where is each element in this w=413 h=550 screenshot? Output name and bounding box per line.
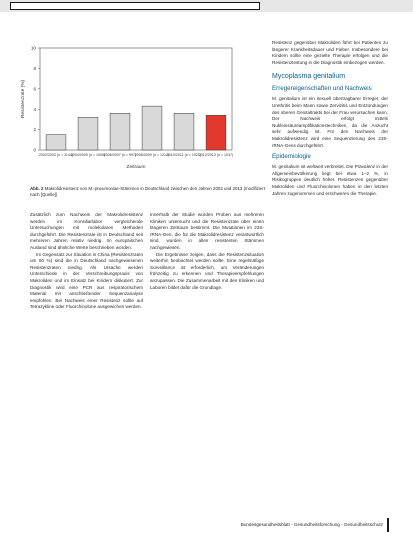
middle-paragraph-1: Innerhalb der Studie wurden Proben aus mehreren Kliniken untersucht und die Resistenzrate über einen längeren Zeitraum bestimmt. Die Mutationen im 23S-rRNA-Gen, die für die Makrolidresistenz verantwortlich sind, wurden in allen resistenten Stämmen nachgewiesen. (150, 212, 264, 250)
page-header-bar (0, 0, 413, 12)
bar (110, 113, 130, 150)
left-column (30, 212, 143, 311)
bar (142, 106, 162, 150)
right-column (272, 40, 388, 197)
bar (46, 135, 66, 150)
right-paragraph-bottom: M. genitalium ist weltweit verbreitet. Die Prävalenz in der Allgemeinbevölkerung liegt bei etwa 1–2 %, in Risikogruppen deutlich höher. Resistenzen gegenüber Makroliden und Fluorchinolonen haben in den letzten Jahren zugenommen und erschweren die Therapie. (272, 164, 388, 196)
caption-label: Abb. 2 (30, 186, 44, 191)
y-tick-label: 0 (33, 147, 36, 153)
bar (206, 115, 226, 150)
figure-caption (30, 186, 270, 198)
y-tick-label: 6 (33, 86, 36, 92)
subsection-heading-1: Erregereigenschaften und Nachweis (272, 85, 372, 93)
x-tick-label: 2010/2011 (n = 1021) (166, 153, 202, 157)
x-tick-label: 2002/2003 (n = 1144) (38, 153, 74, 157)
left-paragraph-1: Zusätzlich zum Nachweis der Makrolidresistenz werden im Konsiliarlabor vergleichende Untersuchungen mit molekularen Methoden durchgeführt. Die Resistenzrate ist in Deutschland seit mehreren Jahren relativ niedrig. Im europäischen Ausland sind ähnliche Werte beschrieben worden. (30, 212, 143, 250)
subsection-heading-2: Epidemiologie (272, 153, 311, 161)
plot-frame (40, 48, 232, 150)
y-tick-label: 10 (30, 45, 36, 51)
x-tick-label: 2006/2007 (n = 997) (103, 153, 137, 157)
right-paragraph-top: Resistenz gegenüber Makroliden führt bei Patienten zu längerer Krankheitsdauer und Fieber. Insbesondere bei Kindern sollte eine gezielte Therapie erfolgen und die Resistenztestung in die Diagnostik einbezogen werden. (272, 40, 388, 65)
bar-chart (10, 40, 265, 190)
x-tick-label: 2004/2005 (n = 1005) (70, 153, 106, 157)
page-footer: Bundesgesundheitsblatt - Gesundheitsforschung - Gesundheitsschutz (240, 522, 383, 527)
y-tick-label: 8 (33, 66, 36, 71)
x-tick-label: 2008/2009 (n = 1212) (134, 153, 170, 157)
bar (174, 113, 194, 150)
bar (78, 117, 98, 150)
middle-column (150, 212, 264, 291)
x-axis-label: Zeitraum (126, 165, 146, 170)
header-box (10, 2, 260, 10)
left-paragraph-2: Im Gegensatz zur Situation in China (Resistenzraten um 90 %) sind die in Deutschland nachgewiesenen Resistenzraten niedrig. Als Ursache werden Unterschiede in der Verschreibungspraxis von Makroliden und im Einsatz bei Kindern diskutiert. Zur Diagnostik wird eine PCR aus respiratorischem Material mit anschließender Sequenzanalyse empfohlen. Bei Nachweis einer Resistenz sollte auf Tetrazykline oder Fluorchinolone ausgewichen werden. (30, 251, 143, 310)
y-tick-label: 2 (33, 127, 36, 133)
x-tick-label: 2012/2013 (n = 1037) (198, 153, 234, 157)
chart-container (10, 40, 265, 190)
caption-text: Makrolidresistenz von M.-pneumoniae-Stämmen in Deutschland zwischen den Jahren 2002 und 2013 (modifiziert nach [Quelle]) (30, 186, 266, 197)
right-paragraph-mid: M. genitalium ist ein sexuell übertragbarer Erreger, der Urethritis beim Mann sowie Zervizitis und Entzündungen des oberen Genitaltrakts bei der Frau verursachen kann. Der Nachweis erfolgt mittels Nukleinsäureamplifikationstechniken, da die Anzucht sehr aufwendig ist. Für den Nachweis der Makrolidresistenz wird eine Sequenzierung des 23S-rRNA-Gens durchgeführt. (272, 96, 388, 148)
footer-rule (387, 518, 389, 532)
section-heading: Mycoplasma genitalium (272, 73, 346, 81)
middle-paragraph-2: Die Ergebnisse zeigen, dass die Resistenzsituation weiterhin beobachtet werden sollte. Eine regelmäßige Surveillance ist erforderlich, um Veränderungen frühzeitig zu erkennen und Therapieempfehlungen anzupassen. Die Zusammenarbeit mit den Kliniken und Laboren bildet dafür die Grundlage. (150, 251, 264, 290)
y-tick-label: 4 (33, 106, 36, 112)
y-axis-label: Resistenzrate (%) (21, 79, 26, 119)
